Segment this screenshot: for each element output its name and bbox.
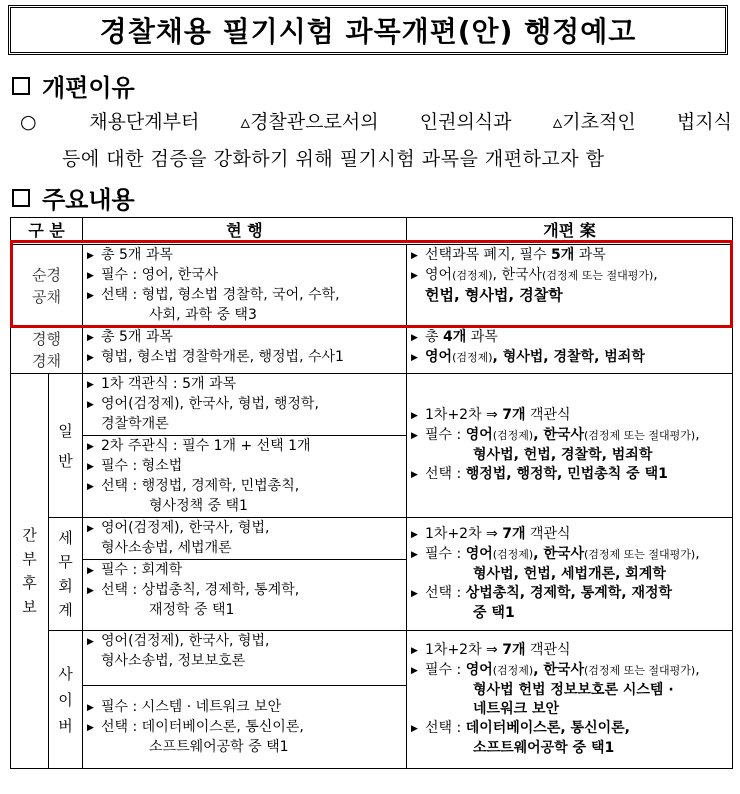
current-cell: ▶ 총 5개 과목 ▶ 필수 : 영어, 한국사 ▶ 선택 : 형법, 형소법 경찰학, 국어, 수학, 사회, 과학 중 택3 — [83, 244, 407, 327]
triangle-bullet-icon: ▶ — [411, 333, 418, 343]
current-cell: ▶ 영어(검정제), 한국사, 형법, 형사소송법, 정보보호론 — [83, 631, 407, 686]
triangle-bullet-icon: ▶ — [87, 722, 94, 733]
proposed-cell: ▶ 선택과목 폐지, 필수 5개 과목 ▶ 영어(검정제), 한국사(검정제 또는 절대평가), 헌법, 형사법, 경찰학 — [407, 244, 733, 327]
header-proposed: 개편 案 — [407, 218, 733, 244]
triangle-bullet-icon: ▶ — [411, 411, 418, 421]
reason-paragraph: ○ 채용단계부터 ▵경찰관으로서의 인권의식과 ▵기초적인 법지식 등에 대한 검증을 강화하기 위해 필기시험 과목을 개편하고자 함 — [20, 104, 732, 178]
page-title: 경찰채용 필기시험 과목개편(안) 행정예고 — [99, 15, 637, 48]
table-row — [11, 518, 733, 560]
current-cell: ▶ 1차 객관식 : 5개 과목 ▶ 영어(검정제), 한국사, 형법, 행정학, 경찰학개론 — [83, 374, 407, 436]
proposed-cell: ▶ 1차+2차 ⇒ 7개 객관식 ▶ 필수 : 영어(검정제), 한국사(검정제 또는 절대평가), 형사법, 헌법, 경찰학, 범죄학 ▶ 선택 : 행정법, 행정학, 민법총칙 중 택1 — [407, 374, 733, 518]
triangle-bullet-icon: ▶ — [87, 271, 94, 281]
triangle-bullet-icon: ▶ — [411, 530, 418, 540]
content-heading: 주요내용 — [12, 180, 135, 215]
reason-heading: 개편이유 — [12, 68, 135, 103]
checkbox-square-icon — [12, 77, 30, 95]
row-label-gyeonghaeng: 경행 경채 — [11, 327, 83, 374]
triangle-bullet-icon: ▶ — [87, 586, 94, 596]
current-cell: ▶ 필수 : 시스템 · 네트워크 보안 ▶ 선택 : 데이터베이스론, 통신이론, 소프트웨어공학 중 택1 — [83, 686, 407, 769]
triangle-bullet-icon: ▶ — [411, 431, 418, 441]
proposed-cell: ▶ 1차+2차 ⇒ 7개 객관식 ▶ 필수 : 영어(검정제), 한국사(검정제 또는 절대평가), 형사법 헌법 정보보호론 시스템 · 네트워크 보안 ▶ 선택 : 데이터베이스론, 통신이론, 소프트웨어공학 중 택1 — [407, 631, 733, 769]
triangle-bullet-icon: ▶ — [87, 291, 94, 301]
header-current: 현 행 — [83, 218, 407, 244]
triangle-bullet-icon: ▶ — [87, 400, 94, 410]
triangle-bullet-icon: ▶ — [87, 482, 94, 492]
triangle-bullet-icon: ▶ — [87, 380, 94, 390]
current-cell: ▶ 필수 : 회계학 ▶ 선택 : 상법총칙, 경제학, 통계학, 재정학 중 택1 — [83, 560, 407, 631]
triangle-bullet-icon: ▶ — [87, 333, 94, 343]
comparison-table — [10, 217, 733, 769]
triangle-bullet-icon: ▶ — [87, 251, 94, 261]
row-label-cyber: 사 이 버 — [49, 631, 83, 769]
header-category: 구 분 — [11, 218, 83, 244]
triangle-bullet-icon: ▶ — [411, 353, 418, 363]
triangle-bullet-icon: ▶ — [411, 724, 418, 734]
triangle-bullet-icon: ▶ — [411, 271, 418, 281]
triangle-bullet-icon: ▶ — [411, 589, 418, 599]
triangle-bullet-icon: ▶ — [87, 353, 94, 363]
current-cell: ▶ 총 5개 과목 ▶ 형법, 형소법 경찰학개론, 행정법, 수사1 — [83, 327, 407, 374]
title-box — [8, 5, 728, 55]
table-row — [11, 631, 733, 686]
proposed-cell: ▶ 총 4개 과목 ▶ 영어(검정제), 형사법, 경찰학, 범죄학 — [407, 327, 733, 374]
current-cell: ▶ 영어(검정제), 한국사, 형법, 형사소송법, 세법개론 — [83, 518, 407, 560]
triangle-bullet-icon: ▶ — [87, 637, 94, 647]
triangle-bullet-icon: ▶ — [411, 470, 418, 480]
bullet-circle-icon: ○ — [20, 111, 37, 133]
table-row — [11, 327, 733, 374]
row-label-sungyeong: 순경 공채 — [11, 244, 83, 327]
triangle-bullet-icon: ▶ — [87, 702, 94, 713]
triangle-bullet-icon: ▶ — [411, 666, 418, 676]
triangle-bullet-icon: ▶ — [411, 646, 418, 656]
triangle-bullet-icon: ▶ — [411, 251, 418, 261]
row-label-general: 일 반 — [49, 374, 83, 518]
checkbox-square-icon — [12, 189, 30, 207]
table-row — [11, 374, 733, 436]
triangle-bullet-icon: ▶ — [411, 550, 418, 560]
row-label-tax: 세 무 회 계 — [49, 518, 83, 631]
proposed-cell: ▶ 1차+2차 ⇒ 7개 객관식 ▶ 필수 : 영어(검정제), 한국사(검정제 또는 절대평가), 형사법, 헌법, 세법개론, 회계학 ▶ 선택 : 상법총칙, 경제학, 통계학, 재정학 중 택1 — [407, 518, 733, 631]
triangle-bullet-icon: ▶ — [87, 524, 94, 534]
table-header-row — [11, 218, 733, 244]
triangle-bullet-icon: ▶ — [87, 462, 94, 472]
triangle-bullet-icon: ▶ — [87, 442, 94, 452]
current-cell: ▶ 2차 주관식 : 필수 1개 + 선택 1개 ▶ 필수 : 형소법 ▶ 선택 : 행정법, 경제학, 민법총칙, 형사정책 중 택1 — [83, 436, 407, 518]
row-label-ganbu: 간 부 후 보 — [11, 374, 49, 769]
triangle-bullet-icon: ▶ — [87, 566, 94, 576]
table-row — [11, 244, 733, 327]
